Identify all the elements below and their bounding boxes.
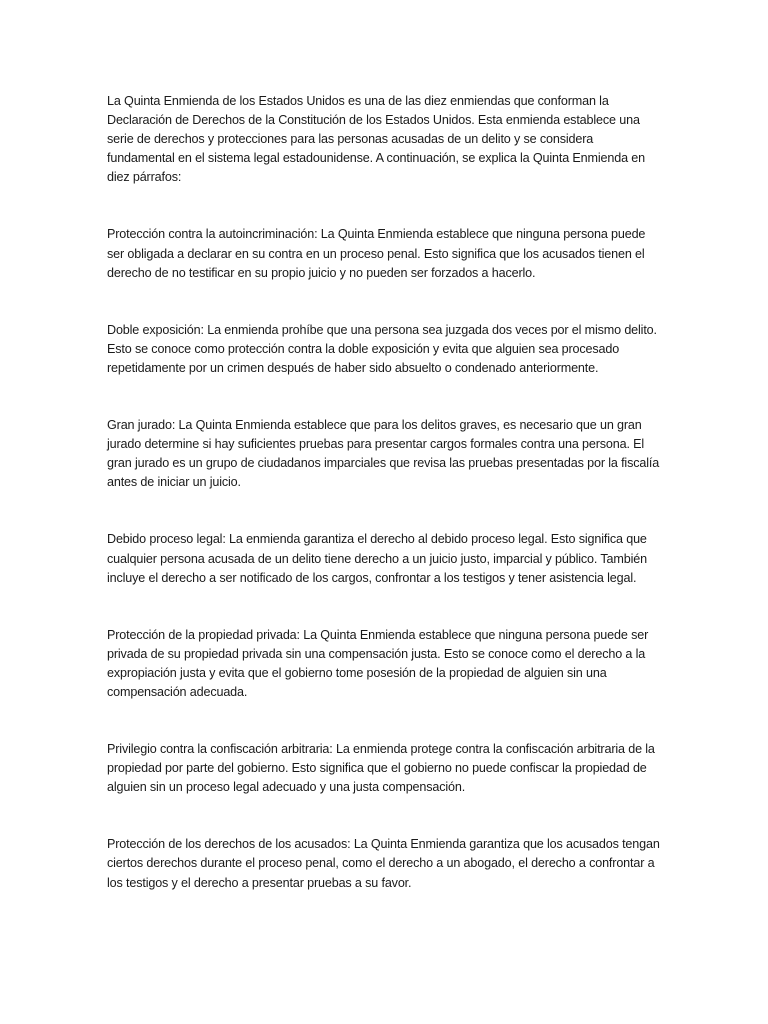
paragraph-arbitrary-confiscation: Privilegio contra la confiscación arbitraria: La enmienda protege contra la confiscación arbitraria de la propiedad por parte del gobierno. Esto significa que el gobierno no puede confiscar la propiedad de alguien sin un proceso legal adecuado y una justa compensación. bbox=[107, 742, 655, 795]
document-body bbox=[107, 92, 663, 931]
paragraph-grand-jury: Gran jurado: La Quinta Enmienda establece que para los delitos graves, es necesario que un gran jurado determine si hay suficientes pruebas para presentar cargos formales contra una persona. El gran jurado es un grupo de ciudadanos imparciales que revisa las pruebas presentadas por la fiscalía antes de iniciar un juicio. bbox=[107, 418, 660, 490]
paragraph-intro: La Quinta Enmienda de los Estados Unidos es una de las diez enmiendas que conforman la Declaración de Derechos de la Constitución de los Estados Unidos. Esta enmienda establece una serie de derechos y protecciones para las personas acusadas de un delito y se considera fundamental en el sistema legal estadounidense. A continuación, se explica la Quinta Enmienda en diez párrafos: bbox=[107, 94, 645, 185]
paragraph-private-property: Protección de la propiedad privada: La Quinta Enmienda establece que ninguna persona puede ser privada de su propiedad privada sin una compensación justa. Esto se conoce como el derecho a la expropiación justa y evita que el gobierno tome posesión de la propiedad de alguien sin una compensación adecuada. bbox=[107, 627, 649, 699]
paragraph-due-process: Debido proceso legal: La enmienda garantiza el derecho al debido proceso legal. Esto significa que cualquier persona acusada de un delito tiene derecho a un juicio justo, imparcial y público. También incluye el derecho a ser notificado de los cargos, confrontar a los testigos y tener asistencia legal. bbox=[107, 532, 647, 585]
paragraph-double-jeopardy: Doble exposición: La enmienda prohíbe que una persona sea juzgada dos veces por el mismo delito. Esto se conoce como protección contra la doble exposición y evita que alguien sea procesado repetidamente por un crimen después de haber sido absuelto o condenado anteriormente. bbox=[107, 322, 657, 375]
paragraph-rights-of-accused: Protección de los derechos de los acusados: La Quinta Enmienda garantiza que los acusados tengan ciertos derechos durante el proceso penal, como el derecho a un abogado, el derecho a confrontar a los testigos y el derecho a presentar pruebas a su favor. bbox=[107, 837, 660, 890]
paragraph-self-incrimination: Protección contra la autoincriminación: La Quinta Enmienda establece que ninguna persona puede ser obligada a declarar en su contra en un proceso penal. Esto significa que los acusados tienen el derecho de no testificar en su propio juicio y no pueden ser forzados a hacerlo. bbox=[107, 227, 646, 280]
